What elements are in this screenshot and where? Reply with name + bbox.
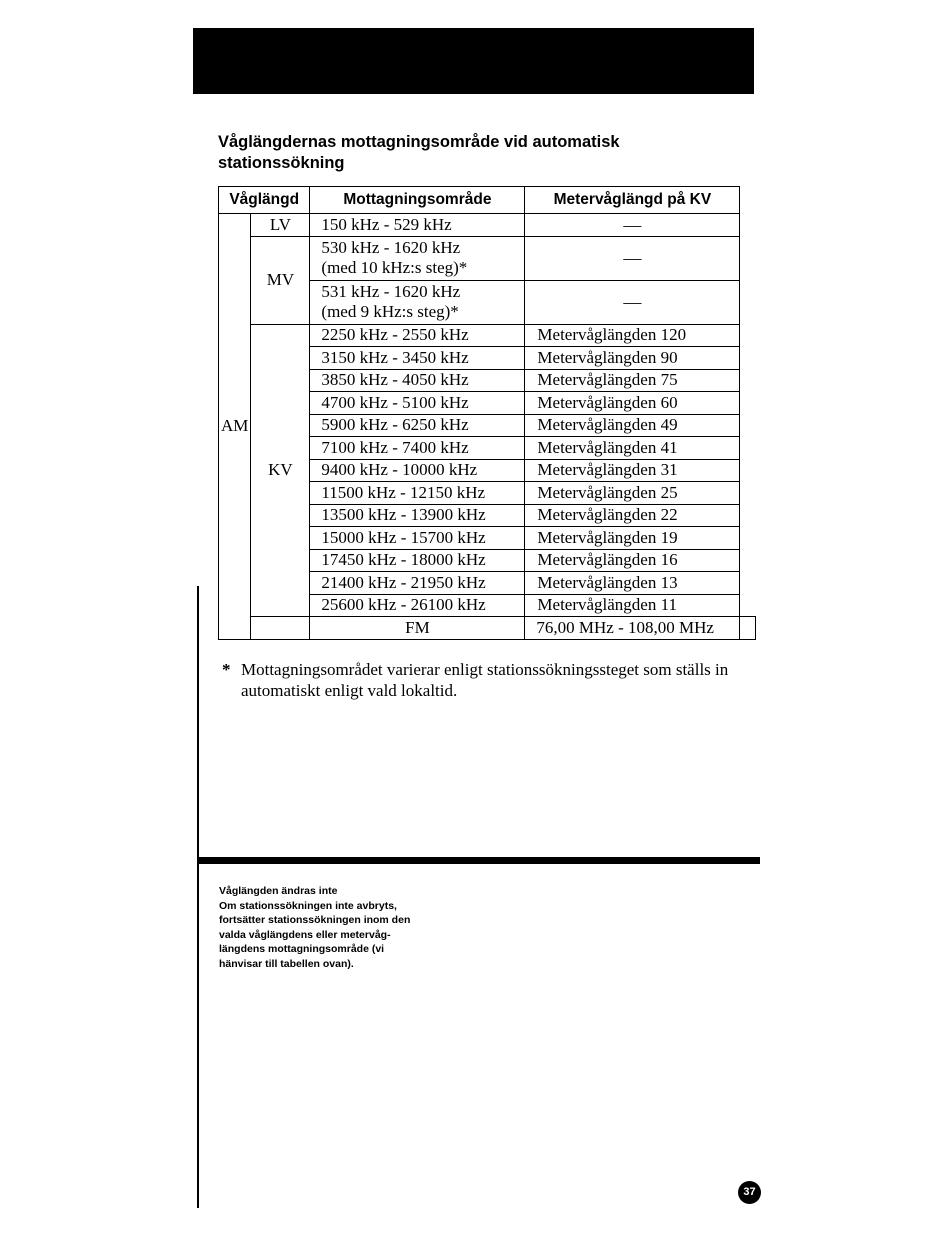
meter-cell: Metervåglängden 25 <box>525 482 740 505</box>
col-header-band: Våglängd <box>219 187 310 214</box>
reception-range-table <box>218 186 756 640</box>
meter-cell: — <box>525 236 740 280</box>
meter-cell: Metervåglängden 16 <box>525 549 740 572</box>
range-note: (med 9 kHz:s steg)* <box>321 302 459 321</box>
range-cell: 3850 kHz - 4050 kHz <box>310 369 525 392</box>
range-note: (med 10 kHz:s steg)* <box>321 258 468 277</box>
table-row <box>219 214 756 237</box>
meter-cell: Metervåglängden 22 <box>525 504 740 527</box>
table-row <box>219 617 756 640</box>
range-cell: 150 kHz - 529 kHz <box>310 214 525 237</box>
side-note <box>219 884 459 971</box>
side-note-line: fortsätter stationssökningen inom den <box>219 914 411 926</box>
meter-cell <box>740 617 756 640</box>
table-row <box>219 236 756 280</box>
col-header-range: Mottagningsområde <box>310 187 525 214</box>
meter-cell: Metervåglängden 19 <box>525 527 740 550</box>
side-note-line: valda våglängdens eller metervåg- <box>219 928 391 941</box>
section-heading <box>218 132 738 174</box>
range-cell: 15000 kHz - 15700 kHz <box>310 527 525 550</box>
side-note-title: Våglängden ändras inte <box>219 885 338 897</box>
range-cell: 25600 kHz - 26100 kHz <box>310 594 525 617</box>
range-text: 531 kHz - 1620 kHz <box>321 282 461 301</box>
col-header-meter: Metervåglängd på KV <box>525 187 740 214</box>
section-divider <box>197 857 760 864</box>
table-row <box>219 324 756 347</box>
heading-line-2: stationssökning <box>218 154 345 172</box>
range-cell: 2250 kHz - 2550 kHz <box>310 324 525 347</box>
range-cell: 4700 kHz - 5100 kHz <box>310 392 525 415</box>
range-cell: 7100 kHz - 7400 kHz <box>310 437 525 460</box>
range-cell: 76,00 MHz - 108,00 MHz <box>525 617 740 640</box>
meter-cell: Metervåglängden 49 <box>525 414 740 437</box>
range-cell <box>310 280 525 324</box>
side-note-line: längdens mottagningsområde (vi <box>219 943 385 955</box>
meter-cell: Metervåglängden 11 <box>525 594 740 617</box>
meter-cell: Metervåglängden 41 <box>525 437 740 460</box>
meter-cell: Metervåglängden 31 <box>525 459 740 482</box>
mv-label: MV <box>251 236 310 324</box>
range-cell: 9400 kHz - 10000 kHz <box>310 459 525 482</box>
range-cell <box>310 236 525 280</box>
range-cell: 13500 kHz - 13900 kHz <box>310 504 525 527</box>
lv-label: LV <box>251 214 310 237</box>
kv-label: KV <box>251 324 310 617</box>
footnote-marker: * <box>222 660 231 679</box>
footnote-text: Mottagningsområdet varierar enligt stationssökningssteget som ställs in automatiskt enligt vald lokaltid. <box>241 660 729 700</box>
margin-rule <box>197 586 199 1208</box>
range-cell: 11500 kHz - 12150 kHz <box>310 482 525 505</box>
range-text: 530 kHz - 1620 kHz <box>321 238 461 257</box>
meter-cell: Metervåglängden 120 <box>525 324 740 347</box>
side-note-line: Om stationssökningen inte avbryts, <box>219 899 397 912</box>
meter-cell: Metervåglängden 90 <box>525 347 740 370</box>
range-cell: 3150 kHz - 3450 kHz <box>310 347 525 370</box>
side-note-line: hänvisar till tabellen ovan). <box>219 957 354 970</box>
meter-cell: Metervåglängden 60 <box>525 392 740 415</box>
table-header-row <box>219 187 756 214</box>
fm-label: FM <box>310 617 525 640</box>
footnote <box>222 659 752 701</box>
meter-cell: Metervåglängden 75 <box>525 369 740 392</box>
meter-cell: — <box>525 280 740 324</box>
meter-cell: Metervåglängden 13 <box>525 572 740 595</box>
page-number: 37 <box>738 1181 761 1204</box>
header-bar <box>193 28 754 94</box>
fm-band-empty <box>251 617 310 640</box>
meter-cell: — <box>525 214 740 237</box>
range-cell: 21400 kHz - 21950 kHz <box>310 572 525 595</box>
range-cell: 17450 kHz - 18000 kHz <box>310 549 525 572</box>
am-band-label: AM <box>219 214 251 640</box>
range-cell: 5900 kHz - 6250 kHz <box>310 414 525 437</box>
heading-line-1: Våglängdernas mottagningsområde vid automatisk <box>218 133 620 151</box>
